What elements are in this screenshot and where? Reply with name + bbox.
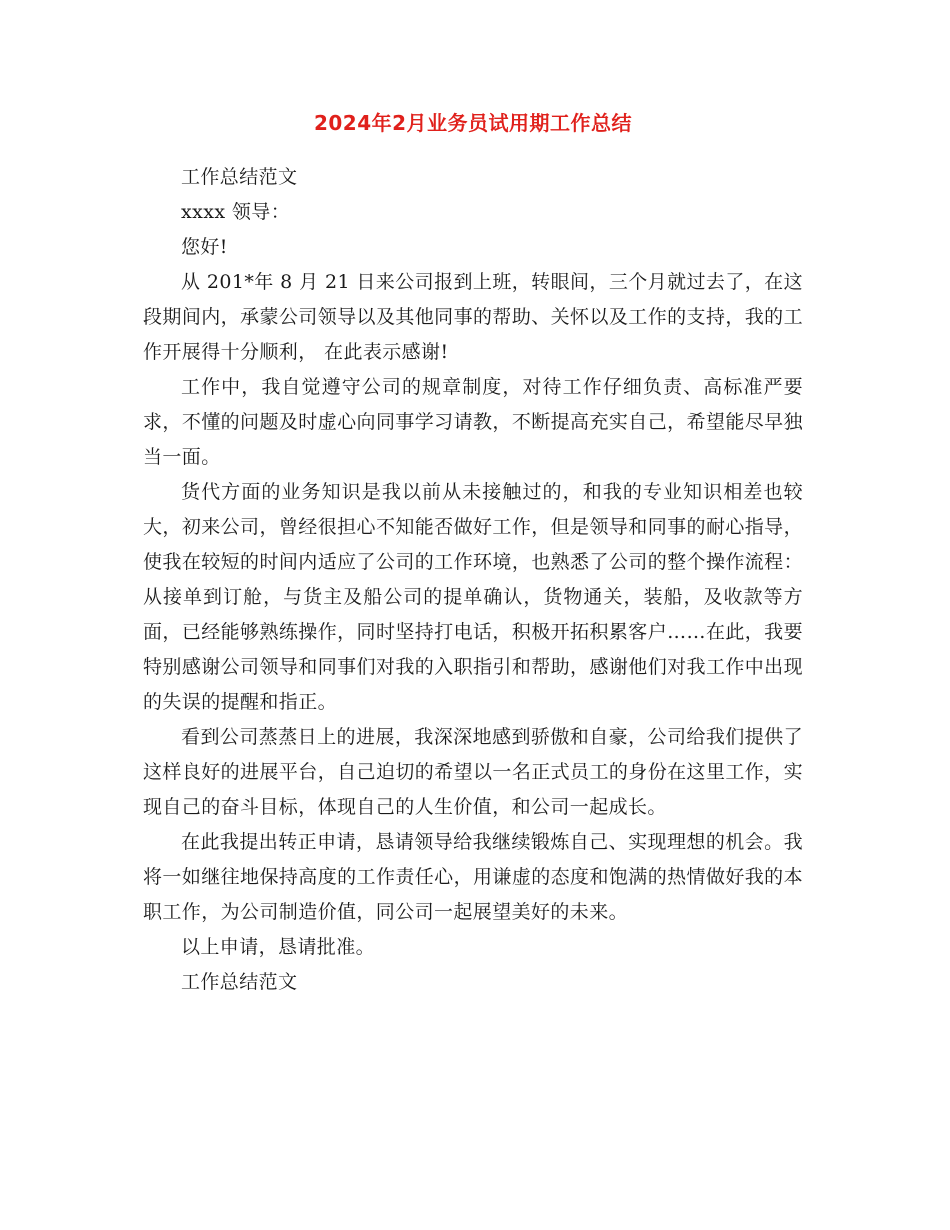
paragraph-heading: 工作总结范文 — [181, 166, 298, 188]
paragraph-body-3: 货代方面的业务知识是我以前从未接触过的，和我的专业知识相差也较大，初来公司，曾经很担心不知能否做好工作，但是领导和同事的耐心指导，使我在较短的时间内适应了公司的工作环境，也熟悉了公司的整个操作流程：从接单到订舱，与货主及船公司的提单确认，货物通关，装船，及收款等方面，已经能够熟练操作，同时坚持打电话，积极开拓积累客户……在此，我要特别感谢公司领导和同事们对我的入职指引和帮助，感谢他们对我工作中出现的失误的提醒和指正。 — [143, 481, 803, 713]
paragraph-body-1: 从 201*年 8 月 21 日来公司报到上班，转眼间，三个月就过去了，在这段期间内，承蒙公司领导以及其他同事的帮助、关怀以及工作的支持，我的工作开展得十分顺利， 在此表示感谢! — [143, 271, 803, 363]
paragraph-salutation: xxxx 领导： — [181, 201, 291, 223]
paragraph-body-5: 在此我提出转正申请，恳请领导给我继续锻炼自己、实现理想的机会。我将一如继往地保持高度的工作责任心，用谦虚的态度和饱满的热情做好我的本职工作，为公司制造价值，同公司一起展望美好的未来。 — [143, 831, 803, 923]
paragraph-closing: 以上申请，恳请批准。 — [181, 936, 376, 958]
paragraph-body-2: 工作中，我自觉遵守公司的规章制度，对待工作仔细负责、高标准严要求，不懂的问题及时虚心向同事学习请教，不断提高充实自己，希望能尽早独当一面。 — [143, 376, 803, 468]
paragraph-footer: 工作总结范文 — [181, 971, 298, 993]
paragraph-greeting: 您好! — [181, 236, 228, 258]
paragraph-body-4: 看到公司蒸蒸日上的进展，我深深地感到骄傲和自豪，公司给我们提供了这样良好的进展平台，自己迫切的希望以一名正式员工的身份在这里工作，实现自己的奋斗目标，体现自己的人生价值，和公司一起成长。 — [143, 726, 803, 818]
document-page — [143, 108, 803, 1000]
document-title: 2024年2月业务员试用期工作总结 — [313, 111, 633, 135]
